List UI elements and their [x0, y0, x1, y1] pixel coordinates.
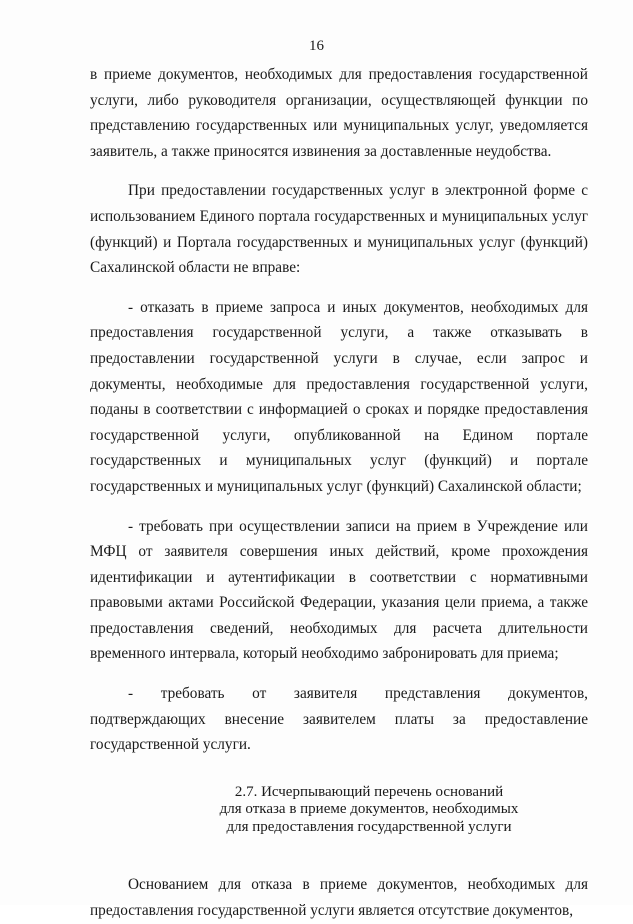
paragraph-refusal-grounds	[90, 872, 588, 923]
text-line: заявитель, а также приносятся извинения за доставленные неудобства.	[90, 142, 552, 160]
paragraph-continuation	[90, 62, 588, 164]
text-line: предоставления государственной услуги является отсутствие документов,	[90, 901, 574, 919]
paragraph-electronic-form	[90, 178, 588, 280]
text-line: государственной услуги, опубликованной на Едином портале	[90, 426, 588, 444]
text-line: предоставления сведений, необходимых для расчета длительности	[90, 619, 588, 637]
text-line: необходимые для предоставления государственной услуги, поданы в	[90, 375, 588, 419]
text-line: соответствии с информацией о сроках и порядке предоставления	[155, 401, 589, 419]
document-body	[90, 62, 588, 924]
list-item-refuse-request	[90, 295, 588, 500]
list-item-require-payment-docs	[90, 681, 588, 758]
text-line: Основанием для отказа в приеме документов, необходимых для	[128, 876, 588, 894]
text-line: правовыми актами Российской Федерации, указания цели приема, а также	[90, 594, 588, 612]
text-line: временного интервала, который необходимо забронировать для приема;	[90, 645, 559, 663]
text-line: предоставлении государственной услуги в случае, если запрос и документы,	[90, 349, 588, 393]
list-item-require-actions	[90, 514, 588, 668]
text-line: Сахалинской области не вправе:	[90, 259, 301, 277]
text-line: услуги, либо руководителя организации, осуществляющей функции по	[90, 91, 588, 109]
text-line: (функций) и Портала государственных и муниципальных услуг (функций)	[90, 233, 588, 251]
text-line: - требовать от заявителя представления документов, подтверждающих	[90, 685, 588, 728]
text-line: в приеме документов, необходимых для предоставления государственной	[90, 66, 588, 83]
text-line: - требовать при осуществлении записи на прием в Учреждение или	[128, 517, 588, 535]
text-line: При предоставлении государственных услуг в электронной форме с	[128, 182, 588, 200]
text-line: государственных и муниципальных услуг (функций) и портале	[90, 452, 588, 470]
section-heading-line: 2.7. Исчерпывающий перечень оснований	[234, 783, 504, 800]
text-line: - отказать в приеме запроса и иных документов, необходимых для	[128, 298, 588, 316]
section-heading-line: для предоставления государственной услуги	[226, 818, 512, 835]
section-heading	[90, 784, 588, 837]
text-line: идентификации и аутентификации в соответствии с нормативными	[90, 568, 588, 586]
section-heading-line: для отказа в приеме документов, необходимых	[219, 801, 519, 818]
page-number: 16	[309, 38, 324, 54]
text-line: предоставления государственной услуги, а также отказывать в	[90, 324, 588, 342]
text-line: использованием Единого портала государственных и муниципальных услуг	[90, 207, 588, 225]
text-line: представлению государственных или муниципальных услуг, уведомляется	[90, 117, 588, 135]
text-line: МФЦ от заявителя совершения иных действий, кроме прохождения	[90, 543, 588, 561]
text-line: государственных и муниципальных услуг (функций) Сахалинской области;	[90, 477, 582, 495]
text-line: внесение заявителем платы за предоставление государственной услуги.	[90, 710, 588, 754]
